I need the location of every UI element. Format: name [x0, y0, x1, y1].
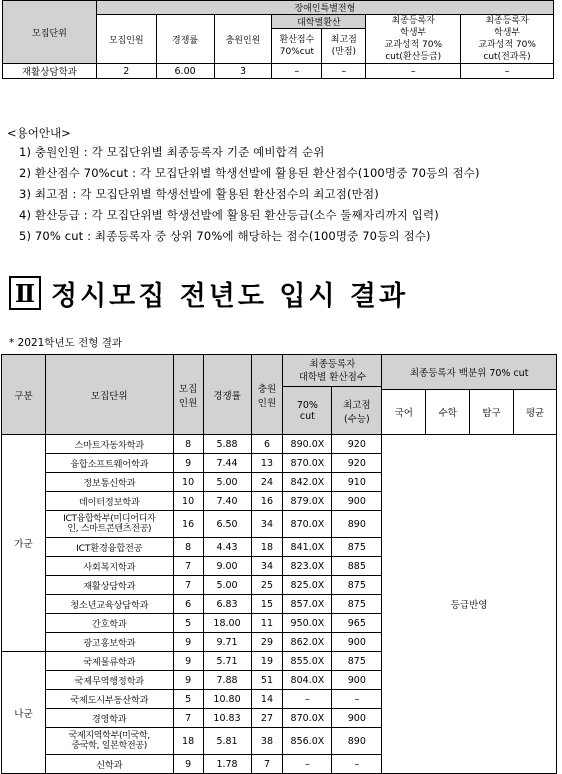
fill-cell: 6 [251, 435, 283, 454]
fill-cell: 13 [251, 454, 283, 473]
cut-cell: 862.0X [283, 633, 332, 652]
col-quota-header: 모집인원 [96, 15, 156, 64]
cut-cell: 890.0X [283, 435, 332, 454]
ratio-cell: 6.00 [156, 64, 214, 79]
unit-cell: 국제무역행정학과 [45, 671, 173, 690]
grade-a-cell: – [366, 64, 461, 79]
conv70-header: 환산점수 70%cut [272, 29, 322, 64]
max-cell: 900 [332, 492, 382, 511]
unit-cell: 국제지역학부(미국학, 중국학, 일본학전공) [45, 728, 173, 755]
unit-cell: 국제물류학과 [45, 652, 173, 671]
group-ga-cell: 가군 [2, 435, 46, 652]
ratio-cell: 6.50 [203, 511, 251, 538]
quota-cell: 7 [173, 709, 203, 728]
ratio-cell: 5.00 [203, 473, 251, 492]
conv70-cell: – [272, 64, 322, 79]
col-unit-header: 모집단위 [45, 355, 173, 435]
section-numeral: Ⅱ [9, 276, 41, 310]
cut-cell: 825.0X [283, 576, 332, 595]
col-unit-header: 모집단위 [3, 1, 97, 64]
ratio-cell: 9.71 [203, 633, 251, 652]
max-cell: 875 [332, 576, 382, 595]
max-cell: 910 [332, 473, 382, 492]
max-cell: 885 [332, 557, 382, 576]
group-header: 장애인특별전형 [96, 1, 553, 15]
cut-cell: 855.0X [283, 652, 332, 671]
pct-header: 최종등록자 백분위 70% cut [382, 355, 557, 390]
max-cell: – [332, 755, 382, 774]
cut-cell: – [283, 690, 332, 709]
grade-reflect-cell: 등급반영 [382, 435, 557, 774]
cut70-header: 70% cut [283, 387, 332, 435]
col-group-header: 구분 [2, 355, 46, 435]
grade-b-cell: – [461, 64, 554, 79]
unit-cell: ICT환경융합전공 [45, 538, 173, 557]
unit-cell: 사회복지학과 [45, 557, 173, 576]
max-cell: 965 [332, 614, 382, 633]
cut-cell: 870.0X [283, 709, 332, 728]
max-cell: 900 [332, 671, 382, 690]
ratio-cell: 6.83 [203, 595, 251, 614]
glossary-item: 4) 환산등급 : 각 모집단위별 학생선발에 활용된 환산등급(소수 둘째자리까지 입력) [19, 208, 439, 222]
quota-cell: 10 [173, 492, 203, 511]
quota-cell: 2 [96, 64, 156, 79]
special-admission-table [2, 0, 554, 79]
cut-cell: 856.0X [283, 728, 332, 755]
fill-cell: 19 [251, 652, 283, 671]
glossary-item: 5) 70% cut : 최종등록자 중 상위 70%에 해당하는 점수(100명중 70등의 점수) [19, 229, 431, 243]
unit-cell: 재활상담학과 [45, 576, 173, 595]
fill-cell: 18 [251, 538, 283, 557]
cut-cell: 842.0X [283, 473, 332, 492]
glossary-item: 1) 충원인원 : 각 모집단위별 최종등록자 기준 예비합격 순위 [19, 145, 325, 159]
max-header: 최고점 (만점) [322, 29, 366, 64]
quota-cell: 9 [173, 454, 203, 473]
ratio-cell: 10.83 [203, 709, 251, 728]
fill-cell: 51 [251, 671, 283, 690]
cut-cell: 879.0X [283, 492, 332, 511]
max-cell: 875 [332, 595, 382, 614]
fill-cell: 16 [251, 492, 283, 511]
cut-cell: 823.0X [283, 557, 332, 576]
ratio-cell: 18.00 [203, 614, 251, 633]
ratio-cell: 7.88 [203, 671, 251, 690]
unit-cell: 신학과 [45, 755, 173, 774]
unit-cell: 정보통신학과 [45, 473, 173, 492]
unit-cell: ICT융합학부(미디어디자 인, 스마트콘텐츠전공) [45, 511, 173, 538]
glossary-title: <용어안내> [7, 126, 71, 140]
pct-avg-header: 평균 [514, 390, 557, 435]
table-row [2, 435, 557, 454]
quota-cell: 8 [173, 435, 203, 454]
max-cell: 890 [332, 728, 382, 755]
regular-admission-table [1, 354, 557, 774]
max-cell: 920 [332, 435, 382, 454]
pct-explore-header: 탐구 [470, 390, 514, 435]
fill-cell: 14 [251, 690, 283, 709]
fill-cell: 7 [251, 755, 283, 774]
ratio-cell: 5.00 [203, 576, 251, 595]
fill-cell: 29 [251, 633, 283, 652]
quota-cell: 18 [173, 728, 203, 755]
cut-cell: 950.0X [283, 614, 332, 633]
ratio-cell: 9.00 [203, 557, 251, 576]
col-ratio-header: 경쟁률 [203, 355, 251, 435]
unit-cell: 융합소프트웨어학과 [45, 454, 173, 473]
table-row [3, 64, 554, 79]
col-ratio-header: 경쟁률 [156, 15, 214, 64]
col-quota-header: 모집 인원 [173, 355, 203, 435]
unit-cell: 경영학과 [45, 709, 173, 728]
quota-cell: 8 [173, 538, 203, 557]
year-caption: * 2021학년도 전형 결과 [9, 337, 122, 349]
ratio-cell: 7.44 [203, 454, 251, 473]
max-cell: – [322, 64, 366, 79]
quota-cell: 9 [173, 652, 203, 671]
max-cell: 900 [332, 709, 382, 728]
max-cell: 900 [332, 633, 382, 652]
max-cell: 920 [332, 454, 382, 473]
fill-cell: 25 [251, 576, 283, 595]
unit-cell: 광고홍보학과 [45, 633, 173, 652]
cut-cell: 870.0X [283, 454, 332, 473]
max-cell: 875 [332, 538, 382, 557]
glossary [7, 125, 557, 247]
cut-cell: 857.0X [283, 595, 332, 614]
max-header: 최고점 (수능) [332, 387, 382, 435]
cut-cell: 870.0X [283, 511, 332, 538]
quota-cell: 7 [173, 557, 203, 576]
conv-header: 최종등록자 대학별 환산점수 [283, 355, 382, 387]
quota-cell: 6 [173, 595, 203, 614]
fill-cell: 34 [251, 511, 283, 538]
quota-cell: 9 [173, 671, 203, 690]
unit-cell: 국제도시부동산학과 [45, 690, 173, 709]
unit-cell: 간호학과 [45, 614, 173, 633]
quota-cell: 5 [173, 614, 203, 633]
group-na-cell: 나군 [2, 652, 46, 774]
cut-cell: – [283, 755, 332, 774]
section-heading [9, 273, 408, 313]
glossary-item: 3) 최고점 : 각 모집단위별 학생선발에 활용된 환산점수의 최고점(만점) [19, 187, 379, 201]
fill-cell: 34 [251, 557, 283, 576]
unit-cell: 청소년교육상담학과 [45, 595, 173, 614]
quota-cell: 9 [173, 633, 203, 652]
ratio-cell: 4.43 [203, 538, 251, 557]
unit-cell: 스마트자동차학과 [45, 435, 173, 454]
ratio-cell: 5.88 [203, 435, 251, 454]
cut-cell: 841.0X [283, 538, 332, 557]
final-b-header: 최종등록자 학생부 교과성적 70% cut(전과목) [461, 15, 554, 64]
univ-conv-header: 대학별환산 [272, 15, 366, 29]
quota-cell: 10 [173, 473, 203, 492]
final-a-header: 최종등록자 학생부 교과성적 70% cut(환산등급) [366, 15, 461, 64]
pct-math-header: 수학 [426, 390, 470, 435]
col-fill-header: 충원 인원 [251, 355, 283, 435]
pct-korean-header: 국어 [382, 390, 426, 435]
fill-cell: 38 [251, 728, 283, 755]
fill-cell: 24 [251, 473, 283, 492]
ratio-cell: 1.78 [203, 755, 251, 774]
quota-cell: 16 [173, 511, 203, 538]
col-fill-header: 충원인원 [214, 15, 272, 64]
unit-cell: 데이터정보학과 [45, 492, 173, 511]
fill-cell: 3 [214, 64, 272, 79]
ratio-cell: 5.71 [203, 652, 251, 671]
max-cell: 890 [332, 511, 382, 538]
ratio-cell: 7.40 [203, 492, 251, 511]
max-cell: 875 [332, 652, 382, 671]
fill-cell: 11 [251, 614, 283, 633]
quota-cell: 9 [173, 755, 203, 774]
unit-cell: 재활상담학과 [3, 64, 97, 79]
glossary-item: 2) 환산점수 70%cut : 각 모집단위별 학생선발에 활용된 환산점수(100명중 70등의 점수) [19, 166, 480, 180]
section-title: 정시모집 전년도 입시 결과 [51, 280, 409, 312]
quota-cell: 7 [173, 576, 203, 595]
fill-cell: 27 [251, 709, 283, 728]
fill-cell: 15 [251, 595, 283, 614]
ratio-cell: 10.80 [203, 690, 251, 709]
cut-cell: 804.0X [283, 671, 332, 690]
max-cell: – [332, 690, 382, 709]
ratio-cell: 5.81 [203, 728, 251, 755]
quota-cell: 5 [173, 690, 203, 709]
